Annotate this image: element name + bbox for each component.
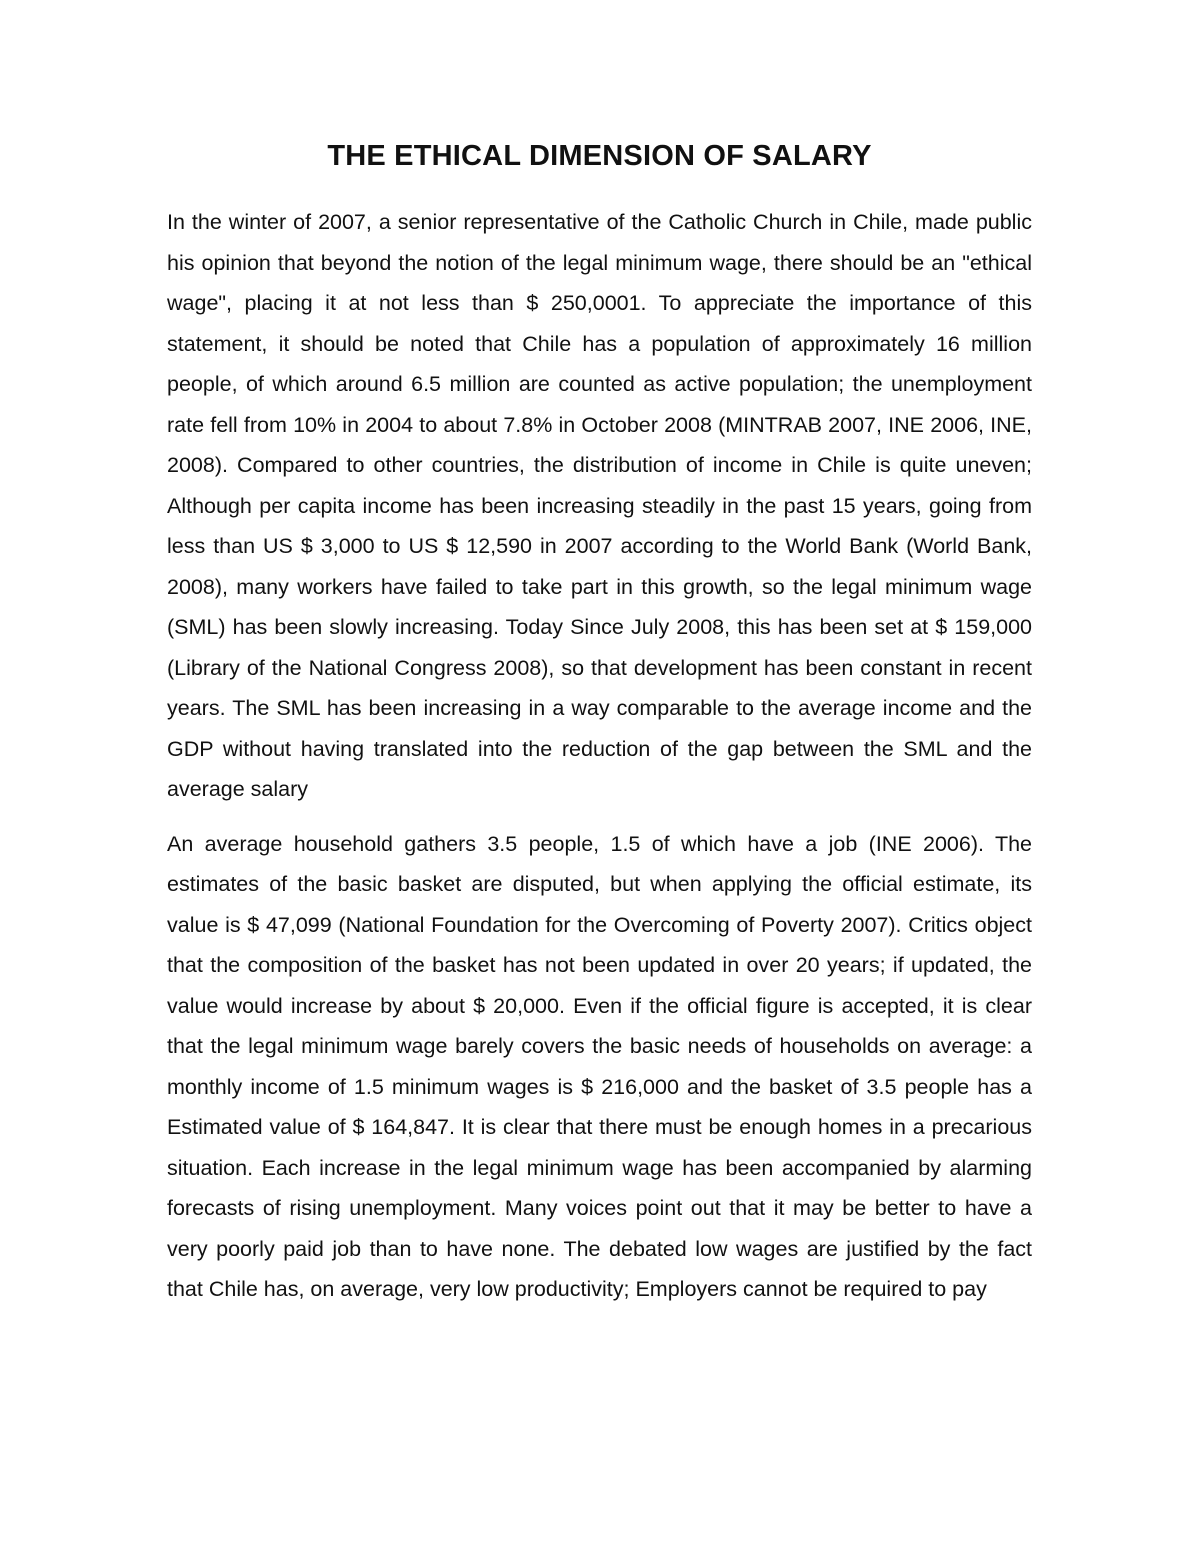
document-title: THE ETHICAL DIMENSION OF SALARY [327,140,872,172]
document-body [167,202,1032,1310]
paragraph-2: An average household gathers 3.5 people, 1.5 of which have a job (INE 2006). The estimates of the basic basket are disputed, but when applying the official estimate, its value is $ 47,099 (National Foundation for the Overcoming of Poverty 2007). Critics object that the composition of the basket has not been updated in over 20 years; if updated, the value would increase by about $ 20,000. Even if the official figure is accepted, it is clear that the legal minimum wage barely covers the basic needs of households on average: a monthly income of 1.5 minimum wages is $ 216,000 and the basket of 3.5 people has a Estimated value of $ 164,847. It is clear that there must be enough homes in a precarious situation. Each increase in the legal minimum wage has been accompanied by alarming forecasts of rising unemployment. Many voices point out that it may be better to have a very poorly paid job than to have none. The debated low wages are justified by the fact that Chile has, on average, very low productivity; Employers cannot be required to pay [167,831,1032,1301]
paragraph-1: In the winter of 2007, a senior representative of the Catholic Church in Chile, made public his opinion that beyond the notion of the legal minimum wage, there should be an "ethical wage", placing it at not less than $ 250,0001. To appreciate the importance of this statement, it should be noted that Chile has a population of approximately 16 million people, of which around 6.5 million are counted as active population; the unemployment rate fell from 10% in 2004 to about 7.8% in October 2008 (MINTRAB 2007, INE 2006, INE, 2008). Compared to other countries, the distribution of income in Chile is quite uneven; Although per capita income has been increasing steadily in the past 15 years, going from less than US $ 3,000 to US $ 12,590 in 2007 according to the World Bank (World Bank, 2008), many workers have failed to take part in this growth, so the legal minimum wage (SML) has been slowly increasing. Today Since July 2008, this has been set at $ 159,000 (Library of the National Congress 2008), so that development has been constant in recent years. The SML has been increasing in a way comparable to the average income and the GDP without having translated into the reduction of the gap between the SML and the average salary [167,210,1032,801]
